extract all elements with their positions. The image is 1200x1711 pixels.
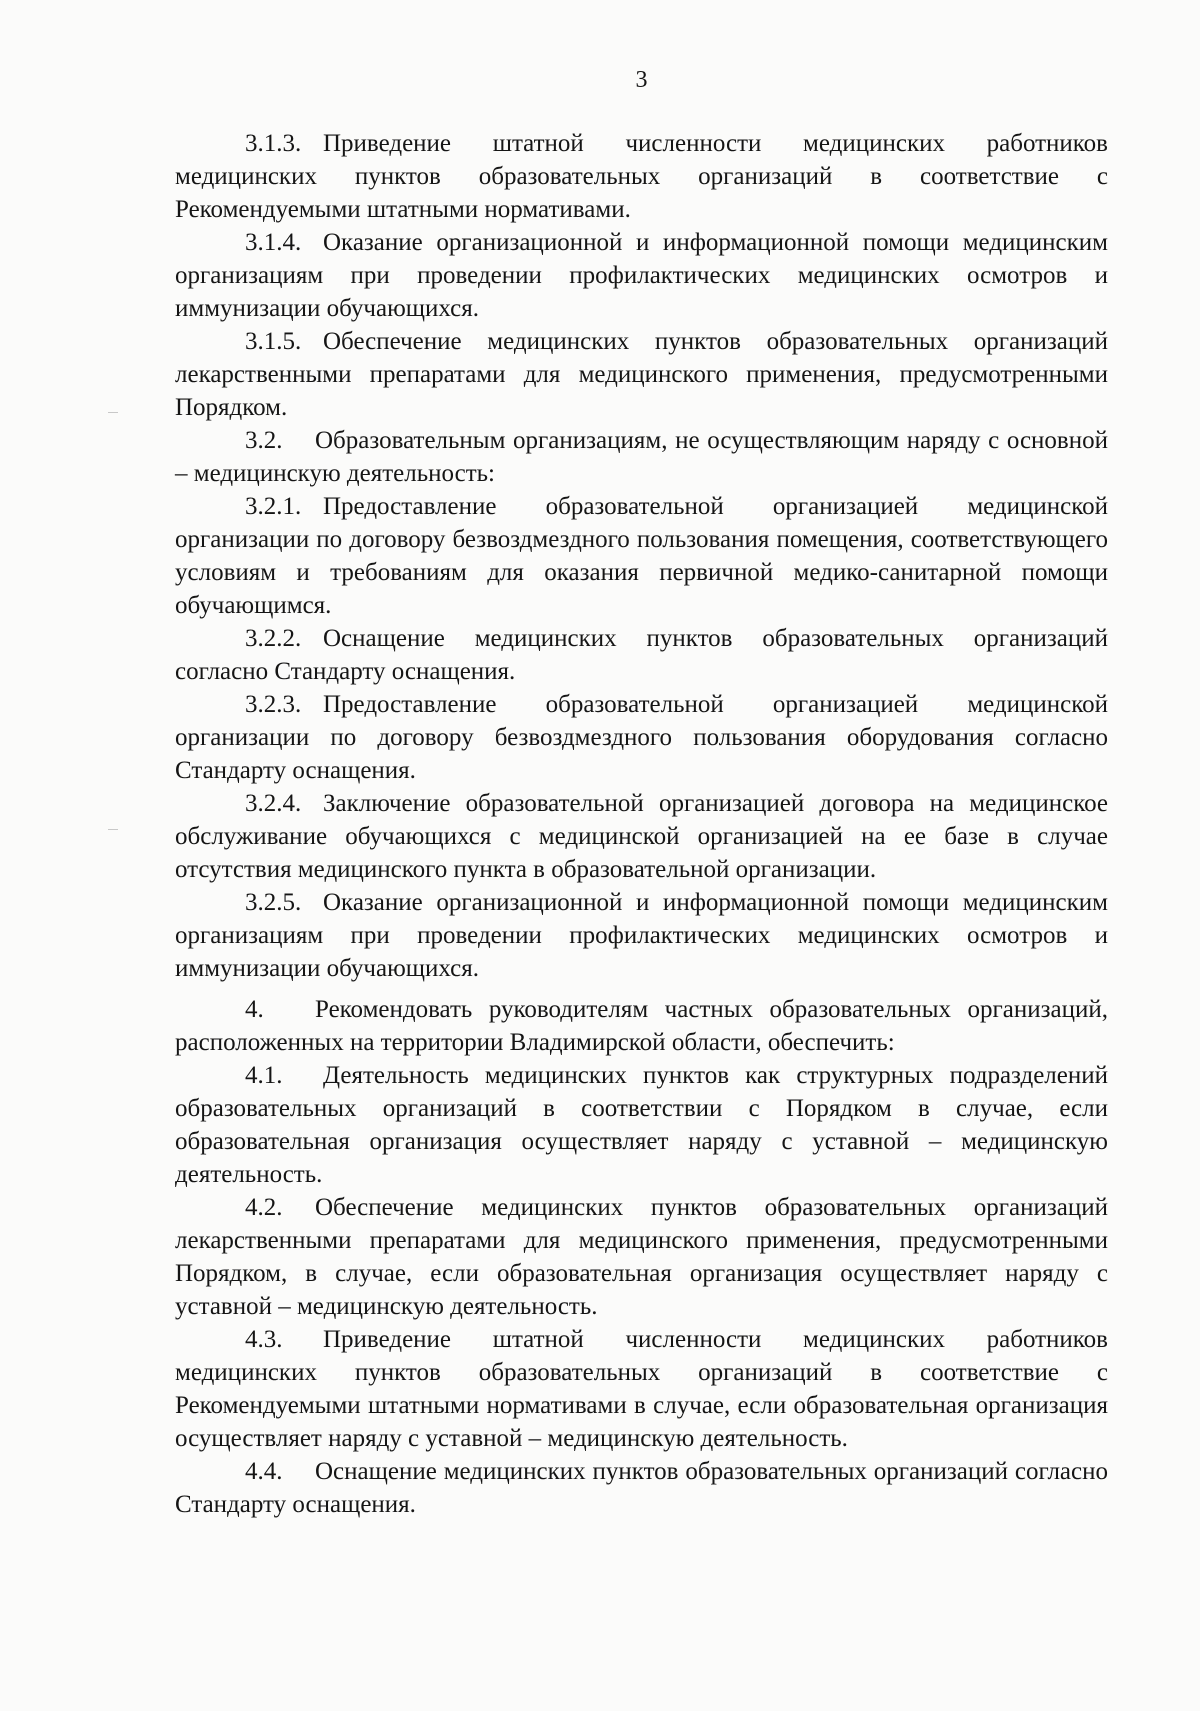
paragraph-3-2-5 xyxy=(175,886,1108,985)
paragraph-number: 3.2.5. xyxy=(245,889,302,916)
scan-mark xyxy=(108,412,118,413)
paragraph-number: 3.2.3. xyxy=(245,691,302,718)
paragraph-3-2-3 xyxy=(175,688,1108,787)
paragraph-3-1-4 xyxy=(175,226,1108,325)
paragraph-text: Образовательным организациям, не осуществляющим наряду с основной – медицинскую деятельность: xyxy=(175,427,1108,487)
paragraph-3-1-3 xyxy=(175,127,1108,226)
paragraph-number: 3.2. xyxy=(245,427,283,454)
paragraph-number: 4.3. xyxy=(245,1326,283,1353)
paragraph-4-3 xyxy=(175,1323,1108,1455)
paragraph-text: Деятельность медицинских пунктов как структурных подразделений образовательных организаций в соответствии с Порядком в случае, если образовательная организация осуществляет наряду с уставной – медицинскую деятельность. xyxy=(175,1062,1108,1188)
paragraph-text: Рекомендовать руководителям частных образовательных организаций, расположенных на территории Владимирской области, обеспечить: xyxy=(175,996,1108,1056)
paragraph-text: Обеспечение медицинских пунктов образовательных организаций лекарственными препаратами для медицинского применения, предусмотренными Порядком. xyxy=(175,328,1108,421)
paragraph-number: 3.2.1. xyxy=(245,493,302,520)
paragraph-text: Оснащение медицинских пунктов образовательных организаций согласно Стандарту оснащения. xyxy=(175,625,1108,685)
paragraph-text: Оснащение медицинских пунктов образовательных организаций согласно Стандарту оснащения. xyxy=(175,1458,1108,1518)
paragraph-3-2 xyxy=(175,424,1108,490)
paragraph-4-4 xyxy=(175,1455,1108,1521)
page-number: 3 xyxy=(635,67,648,93)
paragraph-3-2-4 xyxy=(175,787,1108,886)
paragraph-number: 4. xyxy=(245,996,264,1023)
paragraph-number: 4.4. xyxy=(245,1458,283,1485)
paragraph-4-1 xyxy=(175,1059,1108,1191)
paragraph-3-1-5 xyxy=(175,325,1108,424)
paragraph-number: 3.1.3. xyxy=(245,130,302,157)
paragraph-4 xyxy=(175,993,1108,1059)
paragraph-text: Обеспечение медицинских пунктов образовательных организаций лекарственными препаратами для медицинского применения, предусмотренными Порядком, в случае, если образовательная организация осуществляет наряду с уставной – медицинскую деятельность. xyxy=(175,1194,1108,1320)
paragraph-text: Оказание организационной и информационной помощи медицинским организациям при проведении профилактических медицинских осмотров и иммунизации обучающихся. xyxy=(175,889,1108,982)
paragraph-text: Оказание организационной и информационной помощи медицинским организациям при проведении профилактических медицинских осмотров и иммунизации обучающихся. xyxy=(175,229,1108,322)
paragraph-text: Приведение штатной численности медицинских работников медицинских пунктов образовательных организаций в соответствие с Рекомендуемыми штатными нормативами в случае, если образовательная организация осуществляет наряду с уставной – медицинскую деятельность. xyxy=(175,1326,1108,1452)
paragraph-3-2-1 xyxy=(175,490,1108,622)
paragraph-number: 4.2. xyxy=(245,1194,283,1221)
paragraph-text: Заключение образовательной организацией договора на медицинское обслуживание обучающихся с медицинской организацией на ее базе в случае отсутствия медицинского пункта в образовательной организации. xyxy=(175,790,1108,883)
paragraph-3-2-2 xyxy=(175,622,1108,688)
scan-mark xyxy=(108,829,118,830)
paragraph-4-2 xyxy=(175,1191,1108,1323)
paragraph-number: 3.2.2. xyxy=(245,625,302,652)
paragraph-text: Предоставление образовательной организацией медицинской организации по договору безвоздмездного пользования оборудования согласно Стандарту оснащения. xyxy=(175,691,1108,784)
paragraph-number: 4.1. xyxy=(245,1062,283,1089)
paragraph-number: 3.1.5. xyxy=(245,328,302,355)
paragraph-text: Приведение штатной численности медицинских работников медицинских пунктов образовательных организаций в соответствие с Рекомендуемыми штатными нормативами. xyxy=(175,130,1108,223)
paragraph-text: Предоставление образовательной организацией медицинской организации по договору безвоздмездного пользования помещения, соответствующего условиям и требованиям для оказания первичной медико-санитарной помощи обучающимся. xyxy=(175,493,1108,619)
paragraph-number: 3.2.4. xyxy=(245,790,302,817)
paragraph-number: 3.1.4. xyxy=(245,229,302,256)
